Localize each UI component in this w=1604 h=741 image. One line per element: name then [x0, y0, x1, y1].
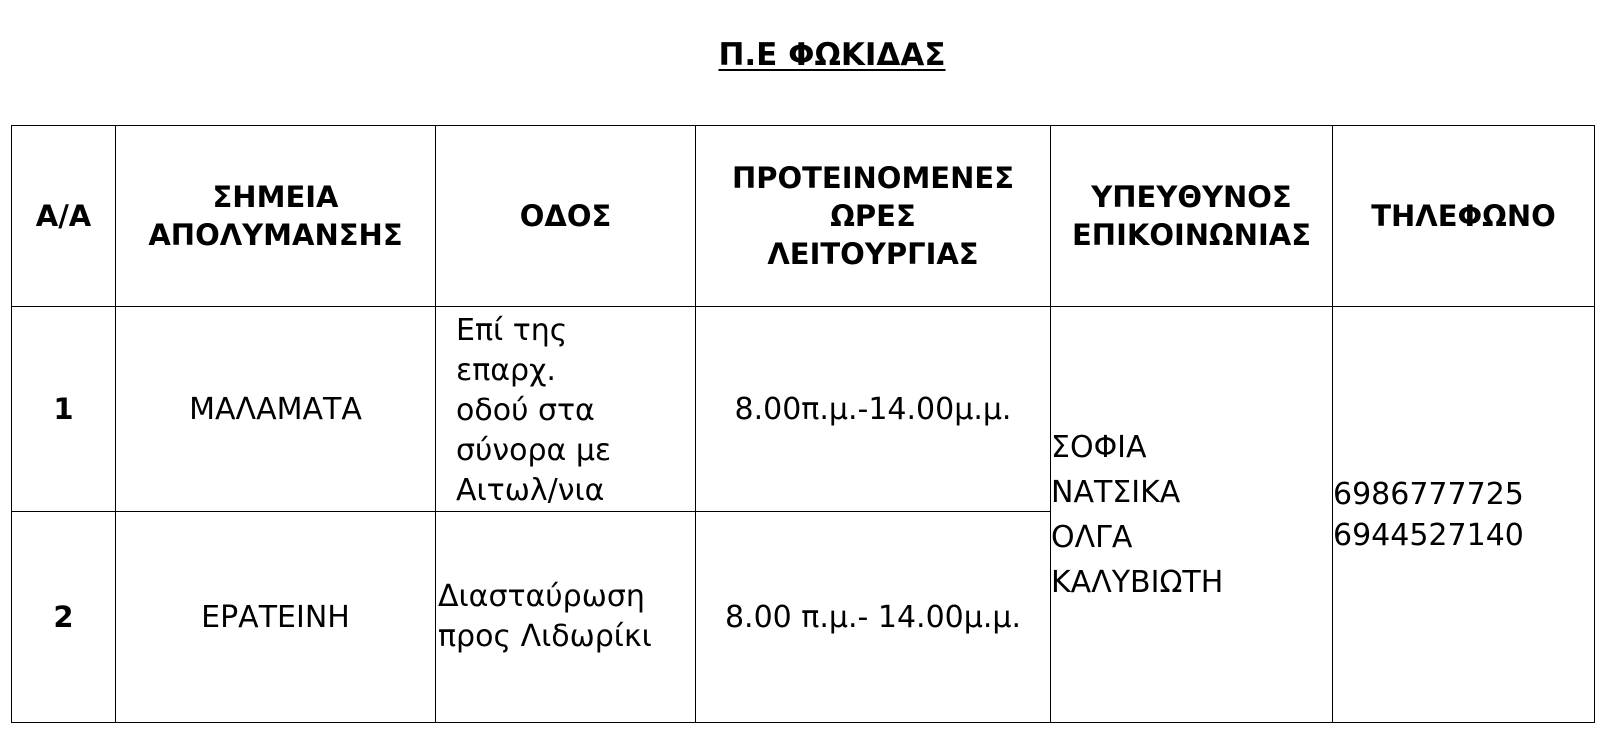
header-site-line: ΑΠΟΛΥΜΑΝΣΗΣ	[148, 218, 403, 252]
road-line: οδού στα	[456, 393, 595, 428]
contact-line: ΣΟΦΙΑ	[1051, 429, 1147, 465]
road-line: προς Λιδωρίκι	[438, 619, 652, 654]
phone-numbers	[1333, 307, 1595, 723]
header-aa: Α/Α	[12, 126, 116, 307]
row-number: 2	[12, 512, 116, 723]
road-line: σύνορα με	[456, 433, 612, 468]
page-title: Π.Ε ΦΩΚΙΔΑΣ	[718, 37, 946, 73]
contact-line: ΝΑΤΣΙΚΑ	[1051, 474, 1181, 510]
header-hours-line: ΛΕΙΤΟΥΡΓΙΑΣ	[767, 237, 979, 271]
header-site-line: ΣΗΜΕΙΑ	[212, 180, 339, 214]
road-description	[436, 307, 696, 512]
row-number: 1	[12, 307, 116, 512]
contact-line: ΟΛΓΑ	[1051, 519, 1133, 555]
header-disinfection-points	[116, 126, 436, 307]
table-header-row	[12, 126, 1595, 307]
disinfection-point-name: ΜΑΛΑΜΑΤΑ	[116, 307, 436, 512]
disinfection-points-table	[11, 125, 1595, 723]
road-description	[436, 512, 696, 723]
header-contact-person	[1051, 126, 1333, 307]
phone-number: 6944527140	[1333, 517, 1524, 553]
header-proposed-hours	[696, 126, 1051, 307]
road-line: επαρχ.	[456, 353, 556, 388]
contact-line: ΚΑΛΥΒΙΩΤΗ	[1051, 564, 1224, 600]
header-contact-line: ΥΠΕΥΘΥΝΟΣ	[1091, 180, 1292, 214]
road-line: Αιτωλ/νια	[456, 473, 605, 508]
contact-persons	[1051, 307, 1333, 723]
operating-hours: 8.00π.μ.-14.00μ.μ.	[696, 307, 1051, 512]
road-line: Επί της	[456, 313, 568, 348]
operating-hours: 8.00 π.μ.- 14.00μ.μ.	[696, 512, 1051, 723]
header-phone: ΤΗΛΕΦΩΝΟ	[1333, 126, 1595, 307]
header-hours-line: ΠΡΟΤΕΙΝΟΜΕΝΕΣ	[731, 161, 1015, 195]
header-hours-line: ΩΡΕΣ	[830, 199, 916, 233]
header-contact-line: ΕΠΙΚΟΙΝΩΝΙΑΣ	[1071, 218, 1312, 252]
disinfection-point-name: ΕΡΑΤΕΙΝΗ	[116, 512, 436, 723]
road-line: Διασταύρωση	[438, 579, 645, 614]
phone-number: 6986777725	[1333, 476, 1524, 512]
table-row	[12, 307, 1595, 512]
header-road: ΟΔΟΣ	[436, 126, 696, 307]
